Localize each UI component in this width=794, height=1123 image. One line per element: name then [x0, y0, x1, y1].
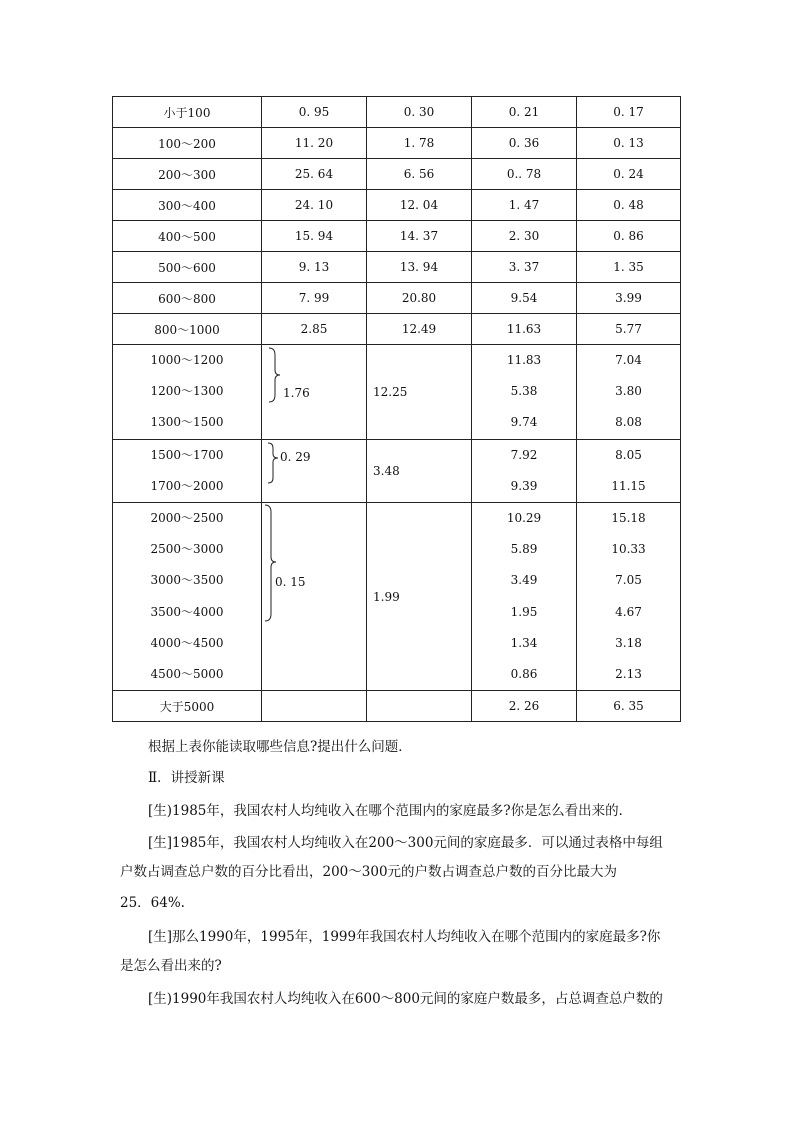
value-cell: 2. 26 [472, 691, 577, 722]
table-row [113, 252, 681, 283]
brace-icon [267, 347, 281, 403]
value-label: 1.34 [510, 635, 538, 650]
grouped-row [113, 502, 681, 690]
brace-icon [266, 442, 280, 484]
grouped-row [113, 345, 681, 440]
value-cell: 6. 35 [577, 691, 681, 722]
range-label: 1300～1500 [150, 415, 224, 430]
value-cell: 1. 78 [367, 128, 472, 159]
range-label: 4000～4500 [150, 635, 224, 650]
simple-rows [113, 97, 681, 722]
value-group-cell [472, 502, 577, 690]
body-text [120, 735, 680, 755]
table-row [113, 190, 681, 221]
value-cell: 0. 48 [577, 190, 681, 221]
table-row [113, 691, 681, 722]
value-label: 3.49 [510, 573, 538, 588]
table-row [113, 221, 681, 252]
range-cell: 400～500 [113, 221, 262, 252]
range-cell: 500～600 [113, 252, 262, 283]
value-cell: 0. 13 [577, 128, 681, 159]
value-label: 5.89 [510, 542, 538, 557]
value-label: 7.04 [615, 353, 642, 367]
merged-value-cell: 12.25 [367, 345, 472, 440]
value-cell: 0. 36 [472, 128, 577, 159]
value-label: 0.86 [510, 666, 538, 681]
value-cell: 15. 94 [262, 221, 367, 252]
range-label: 1000～1200 [150, 353, 224, 367]
merged-value-cell [262, 502, 367, 690]
question-text: 根据上表你能读取哪些信息?提出什么问题． [148, 739, 412, 755]
value-group-cell [577, 502, 681, 690]
merged-value-cell: 3.48 [367, 439, 472, 502]
range-label: 2000～2500 [150, 510, 224, 525]
value-label: 8.08 [615, 415, 642, 430]
value-group-cell [472, 345, 577, 440]
value-cell: 20.80 [367, 283, 472, 314]
value-cell [262, 691, 367, 722]
value-cell: 0. 30 [367, 97, 472, 128]
value-label: 7.05 [615, 573, 642, 588]
value-cell: 2.85 [262, 314, 367, 345]
range-label: 4500～5000 [150, 666, 224, 681]
range-label: 2500～3000 [150, 542, 224, 557]
merged-value-cell [262, 345, 367, 440]
section-heading-block [120, 766, 680, 786]
value-cell: 14. 37 [367, 221, 472, 252]
value-label: 10.33 [611, 542, 646, 557]
value-label: 3.18 [615, 635, 642, 650]
value-group-cell [577, 345, 681, 440]
value-label: 5.38 [510, 384, 538, 399]
value-cell: 2. 30 [472, 221, 577, 252]
value-cell: 0. 95 [262, 97, 367, 128]
value-cell: 1. 47 [472, 190, 577, 221]
value-cell: 3.99 [577, 283, 681, 314]
paragraph-line: 是怎么看出来的? [120, 958, 222, 974]
value-cell: 11. 20 [262, 128, 367, 159]
paragraph-line: 户数占调查总户数的百分比看出，200～300元的户数占调查总户数的百分比最大为 [120, 864, 618, 880]
paragraph-line: [生]那么1990年，1995年，1999年我国农村人均纯收入在哪个范围内的家庭最多?你 [148, 929, 661, 945]
value-label: 11.15 [611, 478, 646, 493]
value-label: 11.83 [506, 353, 542, 367]
value-cell: 9. 13 [262, 252, 367, 283]
value-label: 10.29 [506, 510, 542, 525]
value-label: 9.74 [510, 415, 538, 430]
value-group-cell [472, 439, 577, 502]
value-cell: 0. 86 [577, 221, 681, 252]
range-cell: 100～200 [113, 128, 262, 159]
value-cell: 0.. 78 [472, 159, 577, 190]
value-cell: 25. 64 [262, 159, 367, 190]
range-label: 3000～3500 [150, 573, 224, 588]
grouped-row [113, 439, 681, 502]
table-row [113, 97, 681, 128]
range-label: 3500～4000 [150, 604, 224, 619]
value-label: 4.67 [615, 604, 642, 619]
value-cell [367, 691, 472, 722]
value-cell: 12.49 [367, 314, 472, 345]
value-cell: 0. 21 [472, 97, 577, 128]
range-group-cell [113, 345, 262, 440]
value-cell: 1. 35 [577, 252, 681, 283]
paragraph-line: 25．64%. [120, 895, 185, 911]
paragraph-line: [生)1990年我国农村人均纯收入在600～800元间的家庭户数最多，占总调查总户数的 [148, 991, 663, 1007]
range-label: 1500～1700 [150, 447, 224, 462]
value-cell: 6. 56 [367, 159, 472, 190]
table-row [113, 314, 681, 345]
paragraph-4 [120, 987, 680, 1007]
value-label: 2.13 [615, 666, 642, 681]
value-label: 8.05 [615, 447, 642, 462]
value-cell: 5.77 [577, 314, 681, 345]
value-label: 1.95 [510, 604, 538, 619]
range-cell: 小于100 [113, 97, 262, 128]
merged-value: 0. 29 [280, 449, 311, 464]
merged-value: 1.76 [283, 386, 310, 400]
value-cell: 12. 04 [367, 190, 472, 221]
value-label: 3.80 [615, 384, 642, 399]
range-cell: 大于5000 [113, 691, 262, 722]
value-cell: 13. 94 [367, 252, 472, 283]
range-cell: 200～300 [113, 159, 262, 190]
range-cell: 800～1000 [113, 314, 262, 345]
value-group-cell [577, 439, 681, 502]
value-label: 9.39 [510, 478, 538, 493]
range-cell: 600～800 [113, 283, 262, 314]
value-cell: 7. 99 [262, 283, 367, 314]
range-group-cell [113, 502, 262, 690]
income-distribution-table [112, 96, 681, 722]
value-cell: 3. 37 [472, 252, 577, 283]
paragraph-line: [生]1985年，我国农村人均纯收入在200～300元间的家庭最多．可以通过表格中每组 [148, 835, 663, 851]
merged-value-cell [262, 439, 367, 502]
table-row [113, 128, 681, 159]
paragraph-line: [生)1985年，我国农村人均纯收入在哪个范围内的家庭最多?你是怎么看出来的． [148, 803, 633, 819]
paragraph-2 [120, 831, 680, 911]
table-row [113, 159, 681, 190]
table-row [113, 283, 681, 314]
merged-value-cell: 1.99 [367, 502, 472, 690]
paragraph-1 [120, 799, 680, 819]
section-heading: Ⅱ．讲授新课 [148, 770, 225, 786]
merged-value: 0. 15 [275, 574, 306, 589]
value-cell: 9.54 [472, 283, 577, 314]
paragraph-3 [120, 925, 680, 974]
range-label: 1700～2000 [150, 478, 224, 493]
range-cell: 300～400 [113, 190, 262, 221]
range-label: 1200～1300 [150, 384, 224, 399]
value-cell: 0. 17 [577, 97, 681, 128]
value-label: 15.18 [611, 510, 646, 525]
value-label: 7.92 [510, 447, 538, 462]
value-cell: 24. 10 [262, 190, 367, 221]
value-cell: 0. 24 [577, 159, 681, 190]
value-cell: 11.63 [472, 314, 577, 345]
brace-icon [263, 504, 277, 622]
range-group-cell [113, 439, 262, 502]
